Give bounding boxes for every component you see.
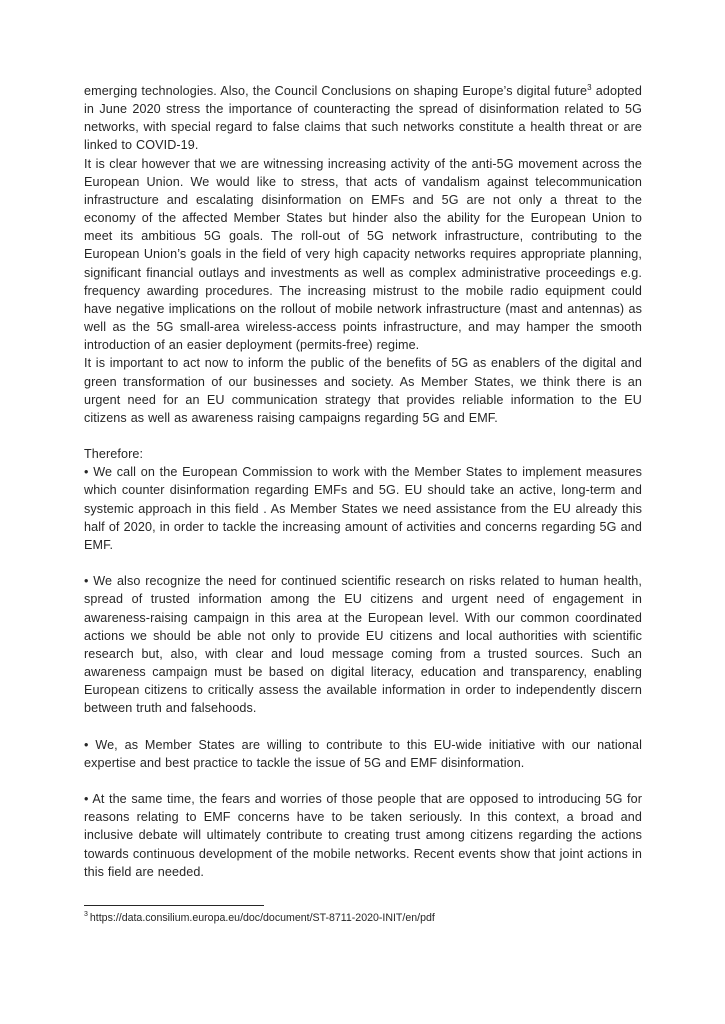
- therefore-heading: Therefore:: [84, 447, 144, 462]
- bullet-fears-and-worries: • At the same time, the fears and worries of those people that are opposed to introducing 5G for reasons relating to EMF concerns have to be taken seriously. In this context, a broad and inclusive debate will ultimately contribute to creating trust among citizens regarding the actions towards continuous development of the mobile networks. Recent events show that joint actions in this field are needed.: [84, 792, 642, 879]
- bullet-scientific-research: • We also recognize the need for continued scientific research on risks related to human health, spread of trusted information among the EU citizens and urgent need of engagement in awareness-raising campaign in this area at the European level. With our common coordinated actions we should be able not only to provide EU citizens and local authorities with scientific research but, also, with clear and loud message coming from a trusted sources. Such an awareness campaign must be based on digital literacy, education and transparency, enabling European citizens to critically assess the available information in order to independently discern between truth and falsehoods.: [84, 574, 642, 716]
- blank-line: [84, 427, 642, 445]
- footnote-ref-3: 3: [587, 82, 592, 92]
- blank-line: [84, 554, 642, 572]
- footnote-line: [84, 911, 642, 925]
- footnote-separator: [84, 905, 264, 906]
- blank-line: [84, 717, 642, 735]
- bullet-national-expertise: • We, as Member States are willing to contribute to this EU-wide initiative with our national expertise and best practice to tackle the issue of 5G and EMF disinformation.: [84, 737, 642, 770]
- paragraph-anti-5g-movement: It is clear however that we are witnessing increasing activity of the anti-5G movement across the European Union. We would like to stress, that acts of vandalism against telecommunication infrastructure and escalating disinformation on EMFs and 5G are not only a threat to the economy of the affected Member States but hinder also the ability for the European Union to meet its ambitious 5G goals. The roll-out of 5G network infrastructure, contributing to the European Union’s goals in the field of very high capacity networks requires appropriate planning, significant financial outlays and investments as well as complex administrative proceedings e.g. frequency awarding procedures. The increasing mistrust to the mobile radio equipment could have negative implications on the rollout of mobile network infrastructure (mast and antennas) as well as the 5G small-area wireless-access points infrastructure, and may hamper the smooth introduction of an easier deployment (permits-free) regime.: [84, 156, 642, 353]
- footnote-area: [84, 905, 642, 925]
- paragraph-council-conclusions: [84, 82, 642, 155]
- paragraph-text: adopted in June 2020 stress the importance of counteracting the spread of disinformation related to 5G networks, with special regard to false claims that such networks constitute a health threat or are linked to COVID-19.: [84, 84, 643, 153]
- footnote-url: https://data.consilium.europa.eu/doc/document/ST-8711-2020-INIT/en/pdf: [89, 912, 435, 924]
- footnote-marker: 3: [84, 911, 88, 919]
- paragraph-act-now: It is important to act now to inform the public of the benefits of 5G as enablers of the digital and green transformation of our businesses and society. As Member States, we think there is an urgent need for an EU communication strategy that provides reliable information to the EU citizens as well as awareness raising campaigns regarding 5G and EMF.: [84, 356, 642, 425]
- blank-line: [84, 772, 642, 790]
- document-body: [84, 82, 642, 881]
- paragraph-text: emerging technologies. Also, the Council Conclusions on shaping Europe’s digital future: [84, 84, 588, 98]
- bullet-call-on-commission: • We call on the European Commission to work with the Member States to implement measures which counter disinformation regarding EMFs and 5G. EU should take an active, long-term and systemic approach in this field . As Member States we need assistance from the EU already this half of 2020, in order to tackle the increasing amount of activities and concerns regarding 5G and EMF.: [84, 465, 642, 552]
